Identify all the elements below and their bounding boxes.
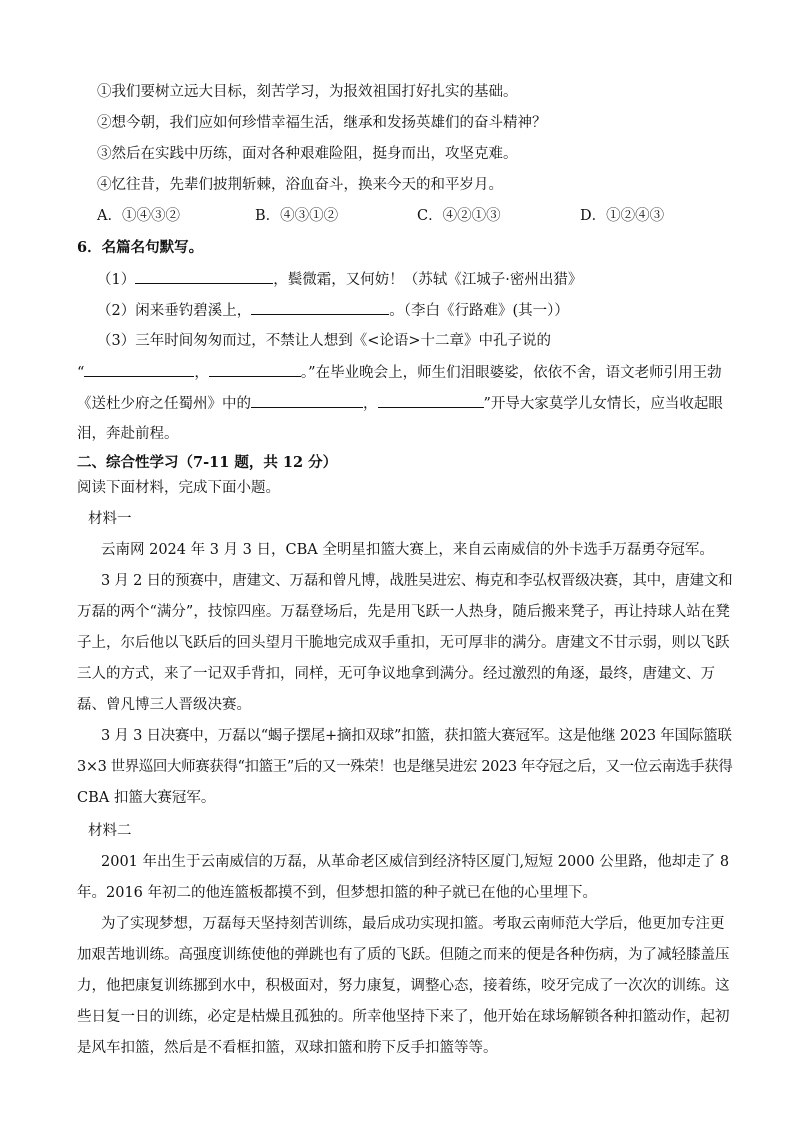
q6-item-2-source: 。（李白《行路难》(其一）） — [389, 303, 569, 319]
q6-item-1-text: ，鬓微霜，又何妨！（苏轼《江城子·密州出猎》 — [273, 272, 583, 288]
sentence-2: ②想今朝，我们应如何珍惜幸福生活，继承和发扬英雄们的奋斗精神？ — [97, 115, 547, 131]
material-2-line: 力，他把康复训练挪到水中，积极面对，努力康复，调整心态，接着练，咬牙完成了一次次的训练。这 — [77, 978, 730, 994]
material-1-line: 3×3 世界巡回大师赛获得“扣篮王”后的又一殊荣！也是继吴进宏 2023 年夺冠之后，又一位云南选手获得 — [77, 759, 733, 775]
comma: ， — [363, 396, 378, 412]
comma: ， — [194, 365, 209, 381]
option-a: A．①④③② — [97, 208, 180, 224]
q6-item-1 — [97, 269, 582, 290]
material-2-line: 2001 年出生于云南威信的万磊，从革命老区威信到经济特区厦门,短短 2000 公里路，他却走了 8 — [101, 854, 730, 870]
sentence-3: ③然后在实践中历练，面对各种艰难险阻，挺身而出，攻坚克难。 — [97, 146, 518, 162]
material-1-label: 材料一 — [88, 511, 132, 527]
option-c: C．④②①③ — [417, 208, 501, 224]
q6-item-2 — [97, 300, 569, 321]
sentence-1: ①我们要树立远大目标，刻苦学习，为报效祖国打好扎实的基础。 — [97, 84, 518, 100]
q6-item-3-line-2 — [77, 362, 722, 383]
material-2-line: 加艰苦地训练。高强度训练使他的弹跳也有了质的飞跃。但随之而来的便是各种伤病，为了减轻膝盖压 — [77, 947, 730, 963]
material-1-line: 磊、曾凡博三人晋级决赛。 — [77, 697, 251, 713]
q6-item-3-source: 《送杜少府之任蜀州》中的 — [77, 396, 251, 412]
section-2-instruction: 阅读下面材料，完成下面小题。 — [77, 480, 280, 496]
material-2-label: 材料二 — [88, 823, 132, 839]
answer-blank[interactable] — [84, 362, 194, 377]
section-2-heading: 二、综合性学习（7-11 题，共 12 分） — [77, 454, 338, 471]
answer-blank[interactable] — [135, 269, 273, 284]
material-1-line: 三人的方式，来了一记双手背扣，同样，无可争议地拿到满分。经过激烈的角逐，最终，唐建文、万 — [77, 666, 715, 682]
material-2-line: 年。2016 年初二的他连篮板都摸不到，但梦想扣篮的种子就已在他的心里埋下。 — [77, 885, 598, 901]
material-2-line: 是风车扣篮，然后是不看框扣篮，双球扣篮和胯下反手扣篮等等。 — [77, 1040, 498, 1056]
material-1-line: 子上，尔后他以飞跃后的回头望月干脆地完成双手重扣，无可厚非的满分。唐建文不甘示弱，则以飞跃 — [77, 635, 730, 651]
option-d: D．①②④③ — [580, 208, 665, 224]
answer-blank[interactable] — [209, 362, 301, 377]
material-2-line: 为了实现梦想，万磊每天坚持刻苦训练，最后成功实现扣篮。考取云南师范大学后，他更加专注更 — [101, 916, 725, 932]
answer-blank[interactable] — [378, 393, 484, 408]
material-1-line: 云南网 2024 年 3 月 3 日，CBA 全明星扣篮大赛上，来自云南威信的外卡选手万磊勇夺冠军。 — [101, 542, 714, 558]
open-quote: “ — [77, 365, 85, 381]
answer-blank[interactable] — [251, 300, 389, 315]
q6-item-3-text: ”开导大家莫学儿女情长，应当收起眼 — [483, 396, 723, 412]
q6-item-3-text: 。”在毕业晚会上，师生们泪眼婆娑，依依不舍，语文老师引用王勃 — [300, 365, 722, 381]
q6-item-2-text: （2）闲来垂钓碧溪上， — [97, 303, 252, 319]
answer-blank[interactable] — [251, 393, 363, 408]
material-2-line: 些日复一日的训练，必定是枯燥且孤独的。所幸他坚持下来了，他开始在球场解锁各种扣篮动作，起初 — [77, 1009, 730, 1025]
material-1-line: 万磊的两个“满分”，技惊四座。万磊登场后，先是用飞跃一人热身，随后搬来凳子，再让持球人站在凳 — [77, 604, 730, 620]
material-1-line: 3 月 2 日的预赛中，唐建文、万磊和曾凡博，战胜吴进宏、梅克和李弘权晋级决赛，其中，唐建文和 — [101, 573, 733, 589]
option-b: B．④③①② — [255, 208, 339, 224]
q6-item-3-line-4: 泪，奔赴前程。 — [77, 426, 179, 442]
sentence-4: ④忆往昔，先辈们披荆斩棘，浴血奋斗，换来今天的和平岁月。 — [97, 177, 503, 193]
question-6-title: 6．名篇名句默写。 — [77, 239, 204, 256]
material-1-line: CBA 扣篮大赛冠军。 — [77, 790, 216, 806]
q6-item-3-line-3 — [77, 393, 723, 414]
q6-item-3-line-1: （3）三年时间匆匆而过，不禁让人想到《<论语>十二章》中孔子说的 — [97, 333, 552, 349]
q6-item-1-number: （1） — [97, 272, 136, 288]
material-1-line: 3 月 3 日决赛中，万磊以“蝎子摆尾+摘扣双球”扣篮，获扣篮大赛冠军。这是他继 2023 年国际篮联 — [101, 728, 732, 744]
